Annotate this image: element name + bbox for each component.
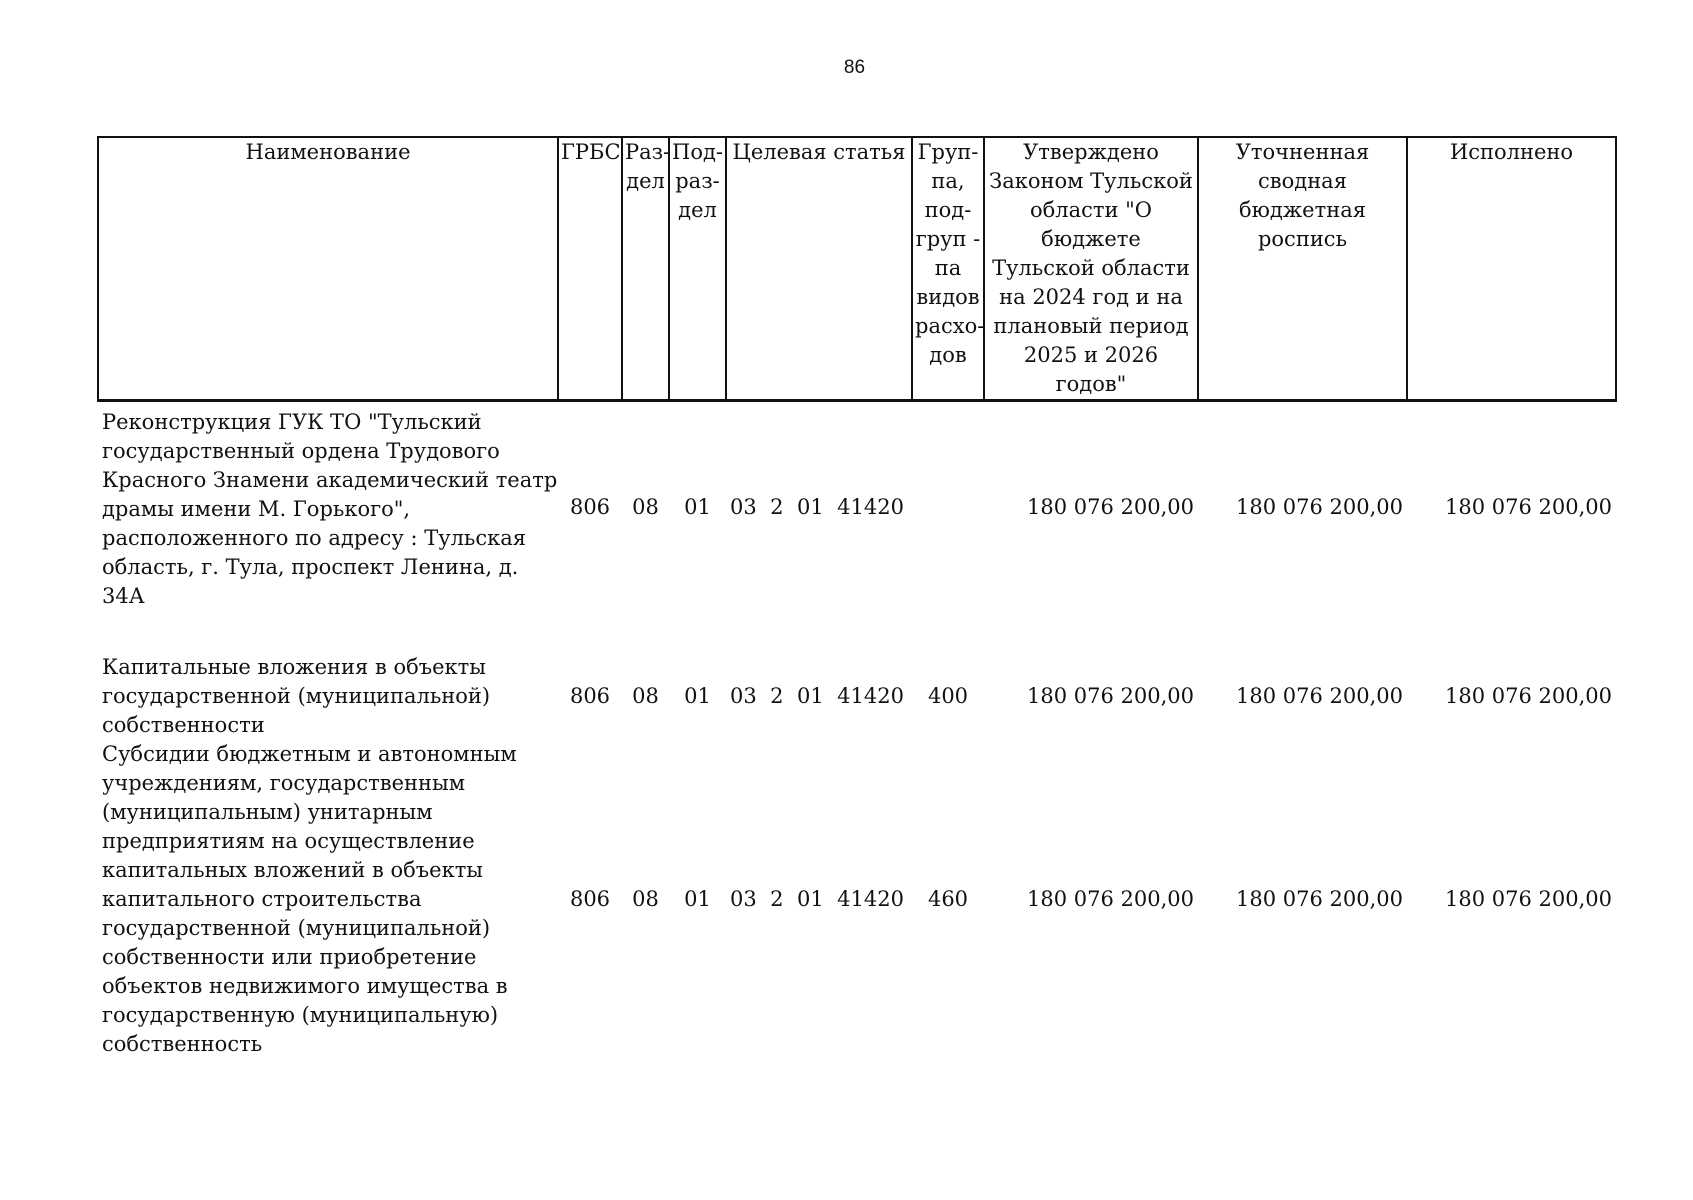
row-grbs: 806 <box>569 887 611 911</box>
col-header-approved: Утверждено Законом Тульской области "О бюджете Тульской области на 2024 год и на плановый период 2025 и 2026 годов" <box>984 137 1198 401</box>
page-number: 86 <box>843 57 866 78</box>
target-article-event: 01 <box>796 494 824 519</box>
target-article-type: 2 <box>770 683 784 708</box>
row-approved: 180 076 200,00 <box>1027 494 1194 519</box>
row-approved: 180 076 200,00 <box>1027 683 1194 708</box>
row-target-article <box>726 401 912 613</box>
budget-table <box>97 136 1617 1059</box>
row-spacer <box>98 612 1616 652</box>
target-article-direction: 41420 <box>837 494 904 519</box>
row-approved: 180 076 200,00 <box>1027 887 1194 911</box>
row-executed: 180 076 200,00 <box>1445 494 1612 519</box>
col-header-subsection: Под- раз- дел <box>669 137 726 401</box>
target-article-program: 03 <box>730 683 757 708</box>
target-article-event: 01 <box>796 887 824 911</box>
row-grbs: 806 <box>569 683 611 708</box>
target-article-event: 01 <box>796 683 824 708</box>
row-subsection: 01 <box>684 494 711 519</box>
table-row <box>98 740 1616 1059</box>
row-refined: 180 076 200,00 <box>1236 683 1403 708</box>
row-target-article <box>726 740 912 1059</box>
row-name: Субсидии бюджетным и автономным учреждениям, государственным (муниципальным) унитарным предприятиям на осуществление капитальных вложений в объекты капитального строительства государственной (муниципальной) собственности или приобретение объектов недвижимого имущества в государственную (муниципальную) собственность <box>102 742 517 1056</box>
col-header-target-article: Целевая статья <box>726 137 912 401</box>
row-executed: 180 076 200,00 <box>1445 683 1612 708</box>
col-header-section: Раз- дел <box>622 137 669 401</box>
table-row <box>98 401 1616 613</box>
col-header-executed: Исполнено <box>1407 137 1616 401</box>
row-subsection: 01 <box>684 683 711 708</box>
row-name: Капитальные вложения в объекты государственной (муниципальной) собственности <box>102 654 491 737</box>
row-subsection: 01 <box>684 887 711 911</box>
header-row <box>98 137 1616 401</box>
row-section: 08 <box>632 494 659 519</box>
target-article-direction: 41420 <box>837 683 904 708</box>
row-section: 08 <box>632 887 659 911</box>
row-target-article <box>726 652 912 740</box>
col-header-expense-group: Груп- па, под- груп - па видов расхо- дов <box>912 137 984 401</box>
row-section: 08 <box>632 683 659 708</box>
target-article-direction: 41420 <box>837 887 904 911</box>
row-refined: 180 076 200,00 <box>1236 887 1403 911</box>
col-header-name: Наименование <box>98 137 558 401</box>
col-header-grbs: ГРБС <box>558 137 622 401</box>
target-article-type: 2 <box>770 494 784 519</box>
col-header-refined: Уточненная сводная бюджетная роспись <box>1198 137 1407 401</box>
target-article-type: 2 <box>770 887 784 911</box>
row-expense-group: 460 <box>927 887 969 911</box>
row-expense-group: 400 <box>927 683 969 708</box>
target-article-program: 03 <box>730 494 757 519</box>
row-executed: 180 076 200,00 <box>1445 887 1612 911</box>
table-row <box>98 652 1616 740</box>
row-name: Реконструкция ГУК ТО "Тульский государственный ордена Трудового Красного Знамени академический театр драмы имени М. Горького", расположенного по адресу : Тульская область, г. Тула, проспект Ленина, д. 34А <box>102 409 558 608</box>
row-expense-group <box>912 401 984 613</box>
target-article-program: 03 <box>730 887 757 911</box>
row-grbs: 806 <box>569 494 611 519</box>
row-refined: 180 076 200,00 <box>1236 494 1403 519</box>
